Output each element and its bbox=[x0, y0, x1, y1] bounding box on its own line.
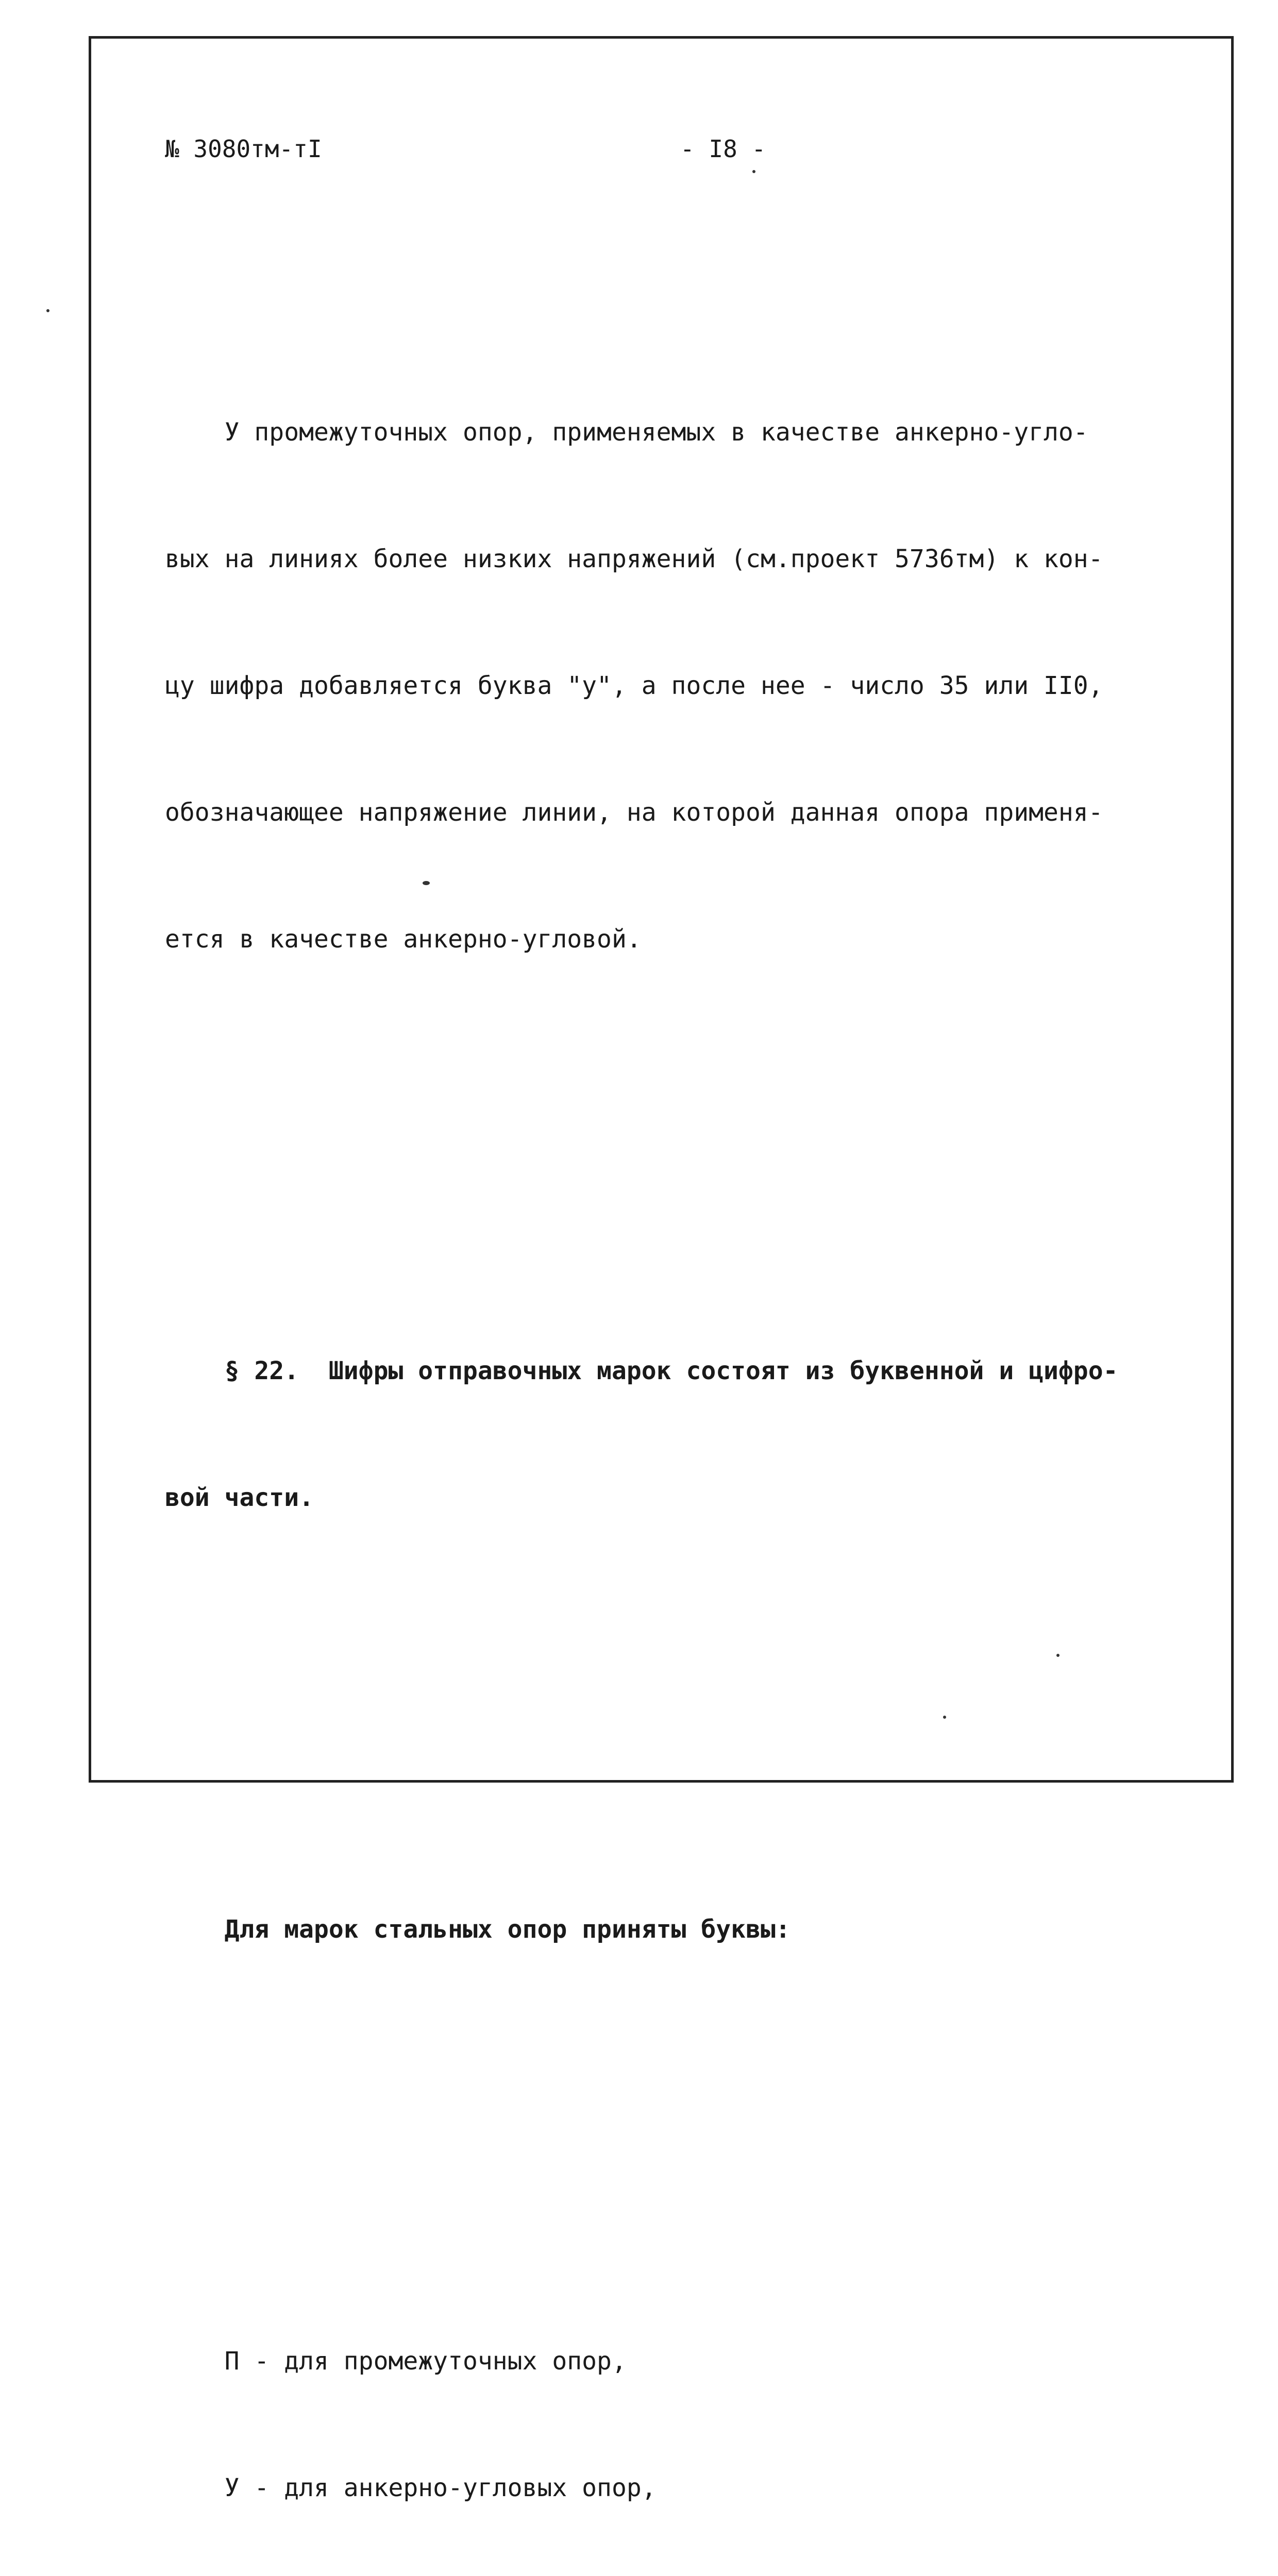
scan-speck bbox=[752, 170, 755, 173]
text-line: вых на линиях более низких напряжений (см.проект 5736тм) к кон- bbox=[165, 545, 1103, 573]
paragraph-anchor-tower-suffix bbox=[165, 327, 1216, 1045]
text-line: обозначающее напряжение линии, на которой данная опора применя- bbox=[165, 798, 1103, 827]
document-number: № 3080тм-тI bbox=[165, 135, 322, 163]
scan-speck bbox=[1056, 1654, 1060, 1657]
text-line: У промежуточных опор, применяемых в качестве анкерно-угло- bbox=[165, 418, 1088, 447]
text-line: вой части. bbox=[165, 1483, 314, 1512]
page-header bbox=[165, 135, 938, 176]
text-line: § 22. Шифры отправочных марок состоят из буквенной и цифро- bbox=[165, 1357, 1118, 1385]
document-body bbox=[165, 242, 1216, 2576]
scan-speck bbox=[423, 881, 430, 885]
letter-list bbox=[165, 2256, 1216, 2576]
scan-speck bbox=[943, 1716, 946, 1719]
paragraph-section-22 bbox=[165, 1265, 1216, 1603]
list-item: У - для анкерно-угловых опор, bbox=[165, 2473, 657, 2502]
text-line: цу шифра добавляется буква "у", а после нее - число 35 или II0, bbox=[165, 671, 1103, 700]
text-line: ется в качестве анкерно-угловой. bbox=[165, 925, 642, 954]
text-line: Для марок стальных опор приняты буквы: bbox=[165, 1915, 791, 1944]
page-number: - I8 - bbox=[680, 135, 766, 163]
paragraph-letters-intro bbox=[165, 1824, 1216, 2035]
scan-speck bbox=[46, 309, 49, 312]
list-item: П - для промежуточных опор, bbox=[165, 2347, 627, 2376]
